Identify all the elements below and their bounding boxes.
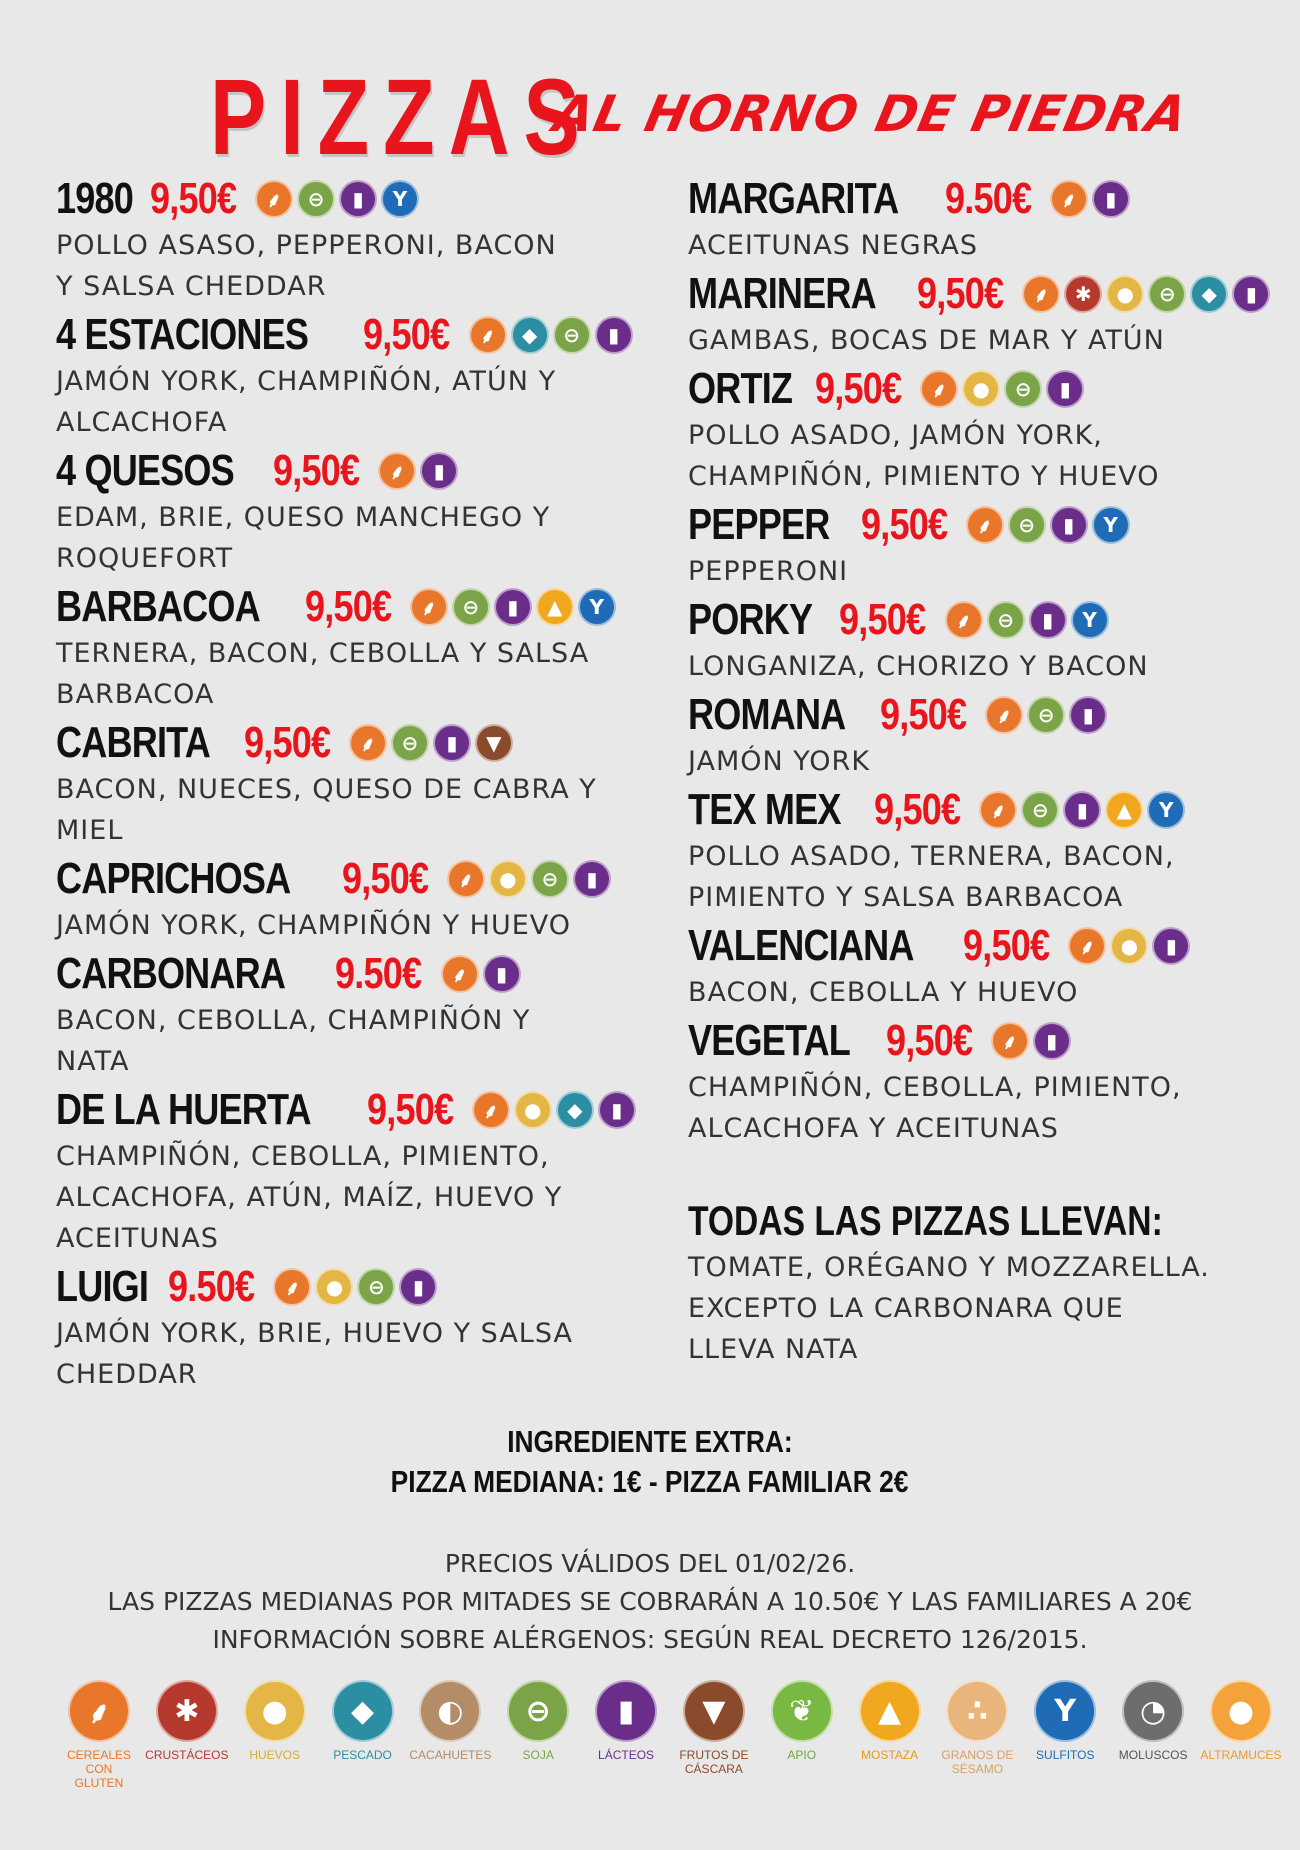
pizza-price: 9,50€ [839, 595, 926, 644]
soja-allergen-icon: ⊖ [1008, 506, 1046, 544]
soja-allergen-icon: ⊖ [987, 601, 1025, 639]
pizza-item [56, 1260, 676, 1394]
legend-label: PESCADO [333, 1748, 392, 1762]
pizza-ingredients: BACON, CEBOLLA, CHAMPIÑÓN Y [56, 1005, 531, 1036]
huevos-allergen-icon: ● [1110, 927, 1148, 965]
pizza-ingredients: JAMÓN YORK, BRIE, HUEVO Y SALSA [56, 1318, 573, 1349]
legend-label: CRUSTÁCEOS [145, 1748, 229, 1762]
pizza-price: 9,50€ [366, 1085, 453, 1134]
pizza-heading [688, 688, 1288, 742]
lacteos-allergen-icon: ▮ [494, 588, 532, 626]
pizza-name: PEPPER [688, 500, 830, 549]
pizza-ingredients: POLLO ASADO, TERNERA, BACON, [688, 841, 1175, 872]
altramuces-allergen-icon: ● [1210, 1680, 1272, 1742]
allergen-icons [255, 180, 419, 218]
gluten-allergen-icon: ⸙ [447, 860, 485, 898]
soja-allergen-icon: ⊖ [507, 1680, 569, 1742]
pizza-ingredients: CHAMPIÑÓN, PIMIENTO Y HUEVO [688, 461, 1160, 492]
all-pizzas-include-line: EXCEPTO LA CARBONARA QUE [688, 1293, 1124, 1324]
legend-label: SULFITOS [1036, 1748, 1095, 1762]
huevos-allergen-icon: ● [514, 1091, 552, 1129]
lacteos-allergen-icon: ▮ [1069, 696, 1107, 734]
pizza-name: ROMANA [688, 690, 846, 739]
pizza-ingredients: MIEL [56, 815, 124, 846]
pizza-price: 9,50€ [272, 446, 360, 495]
pizza-name: CAPRICHOSA [56, 854, 291, 903]
cacahuetes-allergen-icon: ◐ [419, 1680, 481, 1742]
pizza-heading [56, 852, 676, 906]
pizza-ingredients: CHEDDAR [56, 1359, 198, 1390]
allergen-icons [349, 724, 513, 762]
pizza-ingredients: CHAMPIÑÓN, CEBOLLA, PIMIENTO, [688, 1072, 1182, 1103]
pizza-price: 9,50€ [341, 854, 428, 903]
legend-label: FRUTOS DE CÁSCARA [679, 1748, 749, 1776]
pizza-item [688, 498, 1288, 591]
pizza-item [56, 716, 676, 850]
legend-item-soja [499, 1680, 577, 1790]
soja-allergen-icon: ⊖ [452, 588, 490, 626]
sulfitos-allergen-icon: Y [381, 180, 419, 218]
pescado-allergen-icon: ◆ [1190, 275, 1228, 313]
pizza-name: PORKY [688, 595, 813, 644]
gluten-allergen-icon: ⸙ [378, 452, 416, 490]
left-pizza-column [56, 172, 676, 1396]
huevos-allergen-icon: ● [244, 1680, 306, 1742]
gluten-allergen-icon: ⸙ [979, 791, 1017, 829]
pizza-name: 1980 [56, 174, 133, 223]
pizza-heading [56, 172, 676, 226]
pizza-price: 9,50€ [149, 174, 237, 223]
price-notes [0, 1545, 1300, 1659]
pizza-name: VEGETAL [688, 1016, 850, 1065]
legend-label: GRANOS DE SÉSAMO [941, 1748, 1014, 1776]
pizza-price: 9,50€ [363, 310, 450, 359]
lacteos-allergen-icon: ▮ [1152, 927, 1190, 965]
huevos-allergen-icon: ● [489, 860, 527, 898]
pizza-name: VALENCIANA [688, 921, 914, 970]
pizza-heading [688, 362, 1288, 416]
pizza-price: 9,50€ [885, 1016, 972, 1065]
legend-item-frutos [675, 1680, 753, 1790]
lacteos-allergen-icon: ▮ [483, 955, 521, 993]
pizza-ingredients: EDAM, BRIE, QUESO MANCHEGO Y [56, 502, 551, 533]
lacteos-allergen-icon: ▮ [598, 1091, 636, 1129]
pizza-ingredients: NATA [56, 1046, 130, 1077]
pizza-name: CARBONARA [56, 949, 286, 998]
pizza-ingredients: CHAMPIÑÓN, CEBOLLA, PIMIENTO, [56, 1141, 550, 1172]
lacteos-allergen-icon: ▮ [1050, 506, 1088, 544]
pizza-ingredients: ROQUEFORT [56, 543, 234, 574]
allergen-icons [447, 860, 611, 898]
allergen-icons [1068, 927, 1190, 965]
lacteos-allergen-icon: ▮ [339, 180, 377, 218]
lacteos-allergen-icon: ▮ [399, 1268, 437, 1306]
lacteos-allergen-icon: ▮ [595, 316, 633, 354]
apio-allergen-icon: ❦ [771, 1680, 833, 1742]
lacteos-allergen-icon: ▮ [1232, 275, 1270, 313]
pizza-ingredients: JAMÓN YORK [688, 746, 871, 777]
pizza-price: 9,50€ [874, 785, 961, 834]
pizza-price: 9.50€ [335, 949, 422, 998]
legend-item-crustaceos [145, 1680, 229, 1790]
allergen-icons [469, 316, 633, 354]
pizza-price: 9,50€ [814, 364, 902, 413]
pizza-heading [56, 308, 676, 362]
mostaza-allergen-icon: ▲ [859, 1680, 921, 1742]
moluscos-allergen-icon: ◔ [1122, 1680, 1184, 1742]
pizza-ingredients: BACON, NUECES, QUESO DE CABRA Y [56, 774, 597, 805]
pizza-price: 9,50€ [917, 269, 1004, 318]
pizza-heading [56, 1083, 676, 1137]
legend-label: HUEVOS [249, 1748, 301, 1762]
legend-item-mostaza [851, 1680, 929, 1790]
gluten-allergen-icon: ⸙ [1068, 927, 1106, 965]
pizza-heading [688, 593, 1288, 647]
pizza-item [688, 919, 1288, 1012]
allergen-icons [1022, 275, 1270, 313]
legend-label: SOJA [522, 1748, 554, 1762]
soja-allergen-icon: ⊖ [1148, 275, 1186, 313]
crustaceos-allergen-icon: ✱ [1064, 275, 1102, 313]
legend-label: ALTRAMUCES [1200, 1748, 1282, 1762]
legend-item-moluscos [1114, 1680, 1192, 1790]
menu-header [0, 55, 1300, 177]
legend-label: APIO [787, 1748, 817, 1762]
frutos-allergen-icon: ▼ [475, 724, 513, 762]
legend-item-sulfitos [1026, 1680, 1104, 1790]
sulfitos-allergen-icon: Y [1092, 506, 1130, 544]
pizza-ingredients: TERNERA, BACON, CEBOLLA Y SALSA [56, 638, 590, 669]
pizza-price: 9,50€ [243, 718, 330, 767]
pescado-allergen-icon: ◆ [511, 316, 549, 354]
sulfitos-allergen-icon: Y [1071, 601, 1109, 639]
pizza-heading [56, 1260, 676, 1314]
pizza-ingredients: GAMBAS, BOCAS DE MAR Y ATÚN [688, 325, 1165, 356]
lacteos-allergen-icon: ▮ [420, 452, 458, 490]
lacteos-allergen-icon: ▮ [573, 860, 611, 898]
legend-label: CEREALES CON GLUTEN [66, 1748, 132, 1790]
pizza-ingredients: ALCACHOFA Y ACEITUNAS [688, 1113, 1059, 1144]
pizza-item [688, 593, 1288, 686]
gluten-allergen-icon: ⸙ [945, 601, 983, 639]
legend-label: MOSTAZA [861, 1748, 919, 1762]
gluten-allergen-icon: ⸙ [991, 1022, 1029, 1060]
pizza-ingredients: JAMÓN YORK, CHAMPIÑÓN Y HUEVO [56, 910, 572, 941]
pizza-item [688, 1014, 1288, 1148]
gluten-allergen-icon: ⸙ [349, 724, 387, 762]
pizza-name: MARINERA [688, 269, 876, 318]
pizza-ingredients: LONGANIZA, CHORIZO Y BACON [688, 651, 1149, 682]
gluten-allergen-icon: ⸙ [985, 696, 1023, 734]
pizza-name: TEX MEX [688, 785, 841, 834]
pizza-heading [56, 580, 676, 634]
allergen-icons [378, 452, 458, 490]
note-line: LAS PIZZAS MEDIANAS POR MITADES SE COBRARÁN A 10.50€ Y LAS FAMILIARES A 20€ [107, 1587, 1193, 1616]
gluten-allergen-icon: ⸙ [410, 588, 448, 626]
pizza-heading [56, 947, 676, 1001]
pizza-heading [688, 172, 1288, 226]
crustaceos-allergen-icon: ✱ [156, 1680, 218, 1742]
pizza-name: MARGARITA [688, 174, 899, 223]
pizza-price: 9,50€ [879, 690, 967, 739]
pizza-price: 9,50€ [304, 582, 391, 631]
soja-allergen-icon: ⊖ [391, 724, 429, 762]
extra-prices: PIZZA MEDIANA: 1€ - PIZZA FAMILIAR 2€ [391, 1464, 909, 1499]
gluten-allergen-icon: ⸙ [469, 316, 507, 354]
note-line: INFORMACIÓN SOBRE ALÉRGENOS: SEGÚN REAL DECRETO 126/2015. [212, 1625, 1088, 1654]
legend-label: CACAHUETES [409, 1748, 492, 1762]
pizza-price: 9,50€ [963, 921, 1050, 970]
pizza-name: ORTIZ [688, 364, 793, 413]
pizza-price: 9.50€ [944, 174, 1031, 223]
gluten-allergen-icon: ⸙ [441, 955, 479, 993]
legend-item-huevos [236, 1680, 314, 1790]
page-title: PIZZAS [210, 56, 594, 177]
lacteos-allergen-icon: ▮ [433, 724, 471, 762]
legend-item-lacteos [587, 1680, 665, 1790]
legend-label: MOLUSCOS [1118, 1748, 1188, 1762]
lacteos-allergen-icon: ▮ [1029, 601, 1067, 639]
soja-allergen-icon: ⊖ [553, 316, 591, 354]
pizza-name: BARBACOA [56, 582, 260, 631]
soja-allergen-icon: ⊖ [1021, 791, 1059, 829]
pizza-price: 9,50€ [860, 500, 947, 549]
pescado-allergen-icon: ◆ [332, 1680, 394, 1742]
pizza-name: LUIGI [56, 1262, 149, 1311]
pizza-item [688, 172, 1288, 265]
pizza-ingredients: ACEITUNAS [56, 1223, 219, 1254]
pizza-price: 9.50€ [168, 1262, 255, 1311]
pizza-ingredients: PIMIENTO Y SALSA BARBACOA [688, 882, 1124, 913]
gluten-allergen-icon: ⸙ [255, 180, 293, 218]
mostaza-allergen-icon: ▲ [1105, 791, 1143, 829]
allergen-legend [60, 1680, 1280, 1790]
pizza-item [56, 444, 676, 578]
pizza-heading [688, 1014, 1288, 1068]
legend-item-pescado [324, 1680, 402, 1790]
all-pizzas-include-title: TODAS LAS PIZZAS LLEVAN: [688, 1197, 1163, 1244]
lacteos-allergen-icon: ▮ [1033, 1022, 1071, 1060]
gluten-allergen-icon: ⸙ [68, 1680, 130, 1742]
sulfitos-allergen-icon: Y [1034, 1680, 1096, 1742]
allergen-icons [472, 1091, 636, 1129]
huevos-allergen-icon: ● [1106, 275, 1144, 313]
right-pizza-column [688, 172, 1288, 1371]
pizza-ingredients: Y SALSA CHEDDAR [56, 271, 327, 302]
soja-allergen-icon: ⊖ [357, 1268, 395, 1306]
pizza-ingredients: ACEITUNAS NEGRAS [688, 230, 978, 261]
pizza-heading [688, 783, 1288, 837]
pizza-heading [688, 267, 1288, 321]
page-subtitle: AL HORNO DE PIEDRA [548, 85, 1193, 143]
pizza-heading [56, 444, 676, 498]
pizza-heading [688, 498, 1288, 552]
sesamo-allergen-icon: ∴ [946, 1680, 1008, 1742]
sulfitos-allergen-icon: Y [1147, 791, 1185, 829]
huevos-allergen-icon: ● [962, 370, 1000, 408]
pizza-ingredients: PEPPERONI [688, 556, 849, 587]
lacteos-allergen-icon: ▮ [1063, 791, 1101, 829]
lacteos-allergen-icon: ▮ [1092, 180, 1130, 218]
allergen-icons [273, 1268, 437, 1306]
soja-allergen-icon: ⊖ [297, 180, 335, 218]
pizza-name: 4 ESTACIONES [56, 310, 309, 359]
pizza-name: 4 QUESOS [56, 446, 234, 495]
allergen-icons [966, 506, 1130, 544]
allergen-icons [920, 370, 1084, 408]
pizza-ingredients: ALCACHOFA, ATÚN, MAÍZ, HUEVO Y [56, 1182, 563, 1213]
lacteos-allergen-icon: ▮ [1046, 370, 1084, 408]
legend-item-altramuces [1202, 1680, 1280, 1790]
soja-allergen-icon: ⊖ [531, 860, 569, 898]
soja-allergen-icon: ⊖ [1004, 370, 1042, 408]
huevos-allergen-icon: ● [315, 1268, 353, 1306]
allergen-icons [441, 955, 521, 993]
pizza-ingredients: BARBACOA [56, 679, 215, 710]
all-pizzas-include-line: TOMATE, ORÉGANO Y MOZZARELLA. [688, 1252, 1210, 1283]
allergen-icons [991, 1022, 1071, 1060]
allergen-icons [979, 791, 1185, 829]
legend-item-cacahuetes [409, 1680, 492, 1790]
pizza-ingredients: POLLO ASASO, PEPPERONI, BACON [56, 230, 557, 261]
gluten-allergen-icon: ⸙ [273, 1268, 311, 1306]
allergen-icons [1050, 180, 1130, 218]
allergen-icons [945, 601, 1109, 639]
pizza-item [688, 362, 1288, 496]
pizza-ingredients: JAMÓN YORK, CHAMPIÑÓN, ATÚN Y [56, 366, 557, 397]
gluten-allergen-icon: ⸙ [1050, 180, 1088, 218]
all-pizzas-include-line: LLEVA NATA [688, 1334, 859, 1365]
pizza-item [56, 308, 676, 442]
pizza-item [56, 852, 676, 945]
extra-ingredient-section [0, 1422, 1300, 1502]
pizza-name: CABRITA [56, 718, 210, 767]
gluten-allergen-icon: ⸙ [920, 370, 958, 408]
lacteos-allergen-icon: ▮ [595, 1680, 657, 1742]
gluten-allergen-icon: ⸙ [1022, 275, 1060, 313]
extra-title: INGREDIENTE EXTRA: [507, 1424, 793, 1459]
pizza-ingredients: ALCACHOFA [56, 407, 228, 438]
pizza-item [56, 947, 676, 1081]
pizza-item [56, 172, 676, 306]
legend-item-gluten [60, 1680, 138, 1790]
pizza-item [688, 783, 1288, 917]
legend-item-apio [763, 1680, 841, 1790]
pescado-allergen-icon: ◆ [556, 1091, 594, 1129]
pizza-heading [688, 919, 1288, 973]
sulfitos-allergen-icon: Y [578, 588, 616, 626]
pizza-heading [56, 716, 676, 770]
gluten-allergen-icon: ⸙ [966, 506, 1004, 544]
pizza-item [56, 580, 676, 714]
pizza-name: DE LA HUERTA [56, 1085, 311, 1134]
soja-allergen-icon: ⊖ [1027, 696, 1065, 734]
pizza-item [56, 1083, 676, 1258]
legend-item-sesamo [938, 1680, 1016, 1790]
allergen-icons [985, 696, 1107, 734]
mostaza-allergen-icon: ▲ [536, 588, 574, 626]
frutos-allergen-icon: ▼ [683, 1680, 745, 1742]
legend-label: LÁCTEOS [598, 1748, 655, 1762]
pizza-item [688, 267, 1288, 360]
note-line: PRECIOS VÁLIDOS DEL 01/02/26. [444, 1549, 856, 1578]
pizza-ingredients: BACON, CEBOLLA Y HUEVO [688, 977, 1079, 1008]
gluten-allergen-icon: ⸙ [472, 1091, 510, 1129]
allergen-icons [410, 588, 616, 626]
pizza-item [688, 688, 1288, 781]
all-pizzas-include-section [688, 1194, 1288, 1369]
pizza-ingredients: POLLO ASADO, JAMÓN YORK, [688, 420, 1103, 451]
